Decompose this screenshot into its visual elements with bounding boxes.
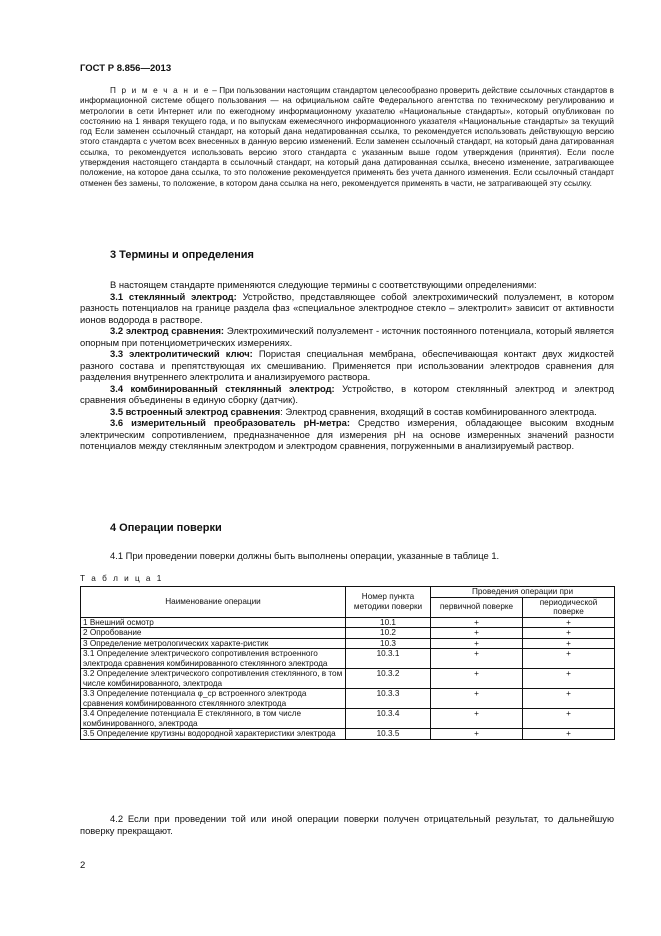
note-paragraph <box>80 86 614 189</box>
method-item: 10.3.2 <box>346 669 431 689</box>
operation-name: 3.3 Определение потенциала φ_ср встроенного электрода сравнения комбинированного стеклянного электрода <box>81 689 346 709</box>
note-label: П р и м е ч а н и е <box>110 86 210 95</box>
method-item: 10.2 <box>346 628 431 639</box>
term-label: 3.4 комбинированный стеклянный электрод: <box>110 382 335 394</box>
term-3-6 <box>80 417 614 452</box>
table-row <box>81 669 615 689</box>
table-row <box>81 649 615 669</box>
operation-name: 3.4 Определение потенциала E стеклянного, в том числе комбинированного, электрода <box>81 709 346 729</box>
term-label: 3.5 встроенный электрод сравнения <box>110 405 281 417</box>
method-item: 10.3.4 <box>346 709 431 729</box>
term-definition: Средство измерения, обладающее высоким входным электрическим сопротивлением, предназначенное для измерения рН на основе измеренных значений разности потенциалов между стеклянным электродом и электродом сравнения, погруженными в анализируемый раствор. <box>80 417 615 451</box>
paragraph-4-1 <box>80 550 614 562</box>
term-label: 3.2 электрод сравнения: <box>110 325 225 336</box>
periodic-mark: + <box>523 729 615 740</box>
operation-name: 3.1 Определение электрического сопротивления встроенного электрода сравнения комбинированного стеклянного электрода <box>81 649 346 669</box>
table-caption: Т а б л и ц а 1 <box>80 574 164 583</box>
method-item: 10.3.1 <box>346 649 431 669</box>
term-definition: : Электрод сравнения, входящий в состав комбинированного электрода. <box>280 405 597 417</box>
periodic-mark: + <box>523 689 615 709</box>
term-3-3 <box>80 348 614 383</box>
document-header: ГОСТ Р 8.856—2013 <box>80 63 172 74</box>
periodic-mark: + <box>523 617 615 628</box>
primary-mark: + <box>431 709 523 729</box>
table-row <box>81 689 615 709</box>
term-definition: Пористая специальная мембрана, обеспечивающая контакт двух жидкостей разного состава и препятствующая их смешиванию. Применяется при использовании электродов сравнения для разделения внутреннего электролита и анализируемого раствора. <box>80 348 615 382</box>
operation-name: 3 Определение метрологических характе-ристик <box>81 638 346 649</box>
method-item: 10.3.3 <box>346 689 431 709</box>
primary-mark: + <box>431 729 523 740</box>
periodic-mark: + <box>523 638 615 649</box>
paragraph-4-2 <box>80 813 614 836</box>
term-3-1 <box>80 291 614 326</box>
method-item: 10.3 <box>346 638 431 649</box>
term-definition: Устройство, представляющее собой электрохимический полуэлемент, в котором разность потенциалов на границе раздела фаз «специальное электродное стекло – электролит» зависит от активности ионов водорода в растворе. <box>80 290 614 325</box>
table-row <box>81 617 615 628</box>
periodic-mark: + <box>523 649 615 669</box>
primary-mark: + <box>431 617 523 628</box>
operation-name: 3.5 Определение крутизны водородной характеристики электрода <box>81 729 346 740</box>
header-primary-verification: первичной поверке <box>431 597 523 617</box>
section-3-heading: 3 Термины и определения <box>110 249 254 261</box>
primary-mark: + <box>431 689 523 709</box>
header-performed-at: Проведения операции при <box>431 587 615 598</box>
operations-table <box>80 586 615 740</box>
paragraph-4-2-text: 4.2 Если при проведении той или иной операции поверки получен отрицательный результат, то дальнейшую поверку прекращают. <box>80 813 614 836</box>
term-3-5 <box>80 406 614 418</box>
header-periodic-verification: периодической поверке <box>523 597 615 617</box>
primary-mark: + <box>431 669 523 689</box>
operation-name: 1 Внешний осмотр <box>81 617 346 628</box>
term-label: 3.3 электролитический ключ: <box>110 348 253 359</box>
table-row <box>81 638 615 649</box>
note-text: – При пользовании настоящим стандартом целесообразно проверить действие ссылочных стандартов в информационной системе общего пользования — на официальном сайте Федерального агентства по техническому регулированию и метрологии в сети Интернет или по ежегодному информационному указателю «Национальные стандарты», который опубликован по состоянию на 1 января текущего года, и по выпускам ежемесячного информационного указателя «Национальные стандарты» за текущий год Если заменен ссылочный стандарт, на который дана недатированная ссылка, то рекомендуется использовать действующую версию этого стандарта с учетом всех внесенных в данную версию изменений. Если заменен ссылочный стандарт, на который дана датированная ссылка, то рекомендуется использовать версию этого стандарта с указанным выше годом утверждения (принятия). Если после утверждения настоящего стандарта в ссылочный стандарт, на который дана датированная ссылка, внесено изменение, затрагивающее положение, на которое дана ссылка, то это положение рекомендуется применять без учета данного изменения. Если ссылочный стандарт отменен без замены, то положение, в котором дана ссылка на него, рекомендуется применять в части, не затрагивающей эту ссылку. <box>80 86 614 188</box>
periodic-mark: + <box>523 628 615 639</box>
operation-name: 3.2 Определение электрического сопротивления стеклянного, в том числе комбинированного, электрода <box>81 669 346 689</box>
section-3-intro: В настоящем стандарте применяются следующие термины с соответствующими определениями: <box>110 279 537 290</box>
primary-mark: + <box>431 638 523 649</box>
primary-mark: + <box>431 628 523 639</box>
page-number: 2 <box>80 860 86 871</box>
method-item: 10.1 <box>346 617 431 628</box>
term-3-4 <box>80 383 614 406</box>
table-row <box>81 729 615 740</box>
section-4-heading: 4 Операции поверки <box>110 522 222 534</box>
term-definition: Устройство, в котором стеклянный электрод и электрод сравнения объединены в единую сборку (датчик). <box>80 382 615 405</box>
periodic-mark: + <box>523 669 615 689</box>
paragraph-4-1-text: 4.1 При проведении поверки должны быть выполнены операции, указанные в таблице 1. <box>110 550 500 561</box>
primary-mark: + <box>431 649 523 669</box>
term-label: 3.1 стеклянный электрод: <box>110 290 237 302</box>
term-3-2 <box>80 325 614 348</box>
term-label: 3.6 измерительный преобразователь рН-метра: <box>110 417 350 428</box>
method-item: 10.3.5 <box>346 729 431 740</box>
table-row <box>81 709 615 729</box>
table-row <box>81 628 615 639</box>
header-operation-name: Наименование операции <box>81 587 346 618</box>
term-definition: Электрохимический полуэлемент - источник постоянного потенциала, который является опорным при потенциометрических измерениях. <box>80 325 615 348</box>
header-method-item: Номер пункта методики поверки <box>346 587 431 618</box>
section-3-body <box>80 279 614 452</box>
operation-name: 2 Опробование <box>81 628 346 639</box>
periodic-mark: + <box>523 709 615 729</box>
